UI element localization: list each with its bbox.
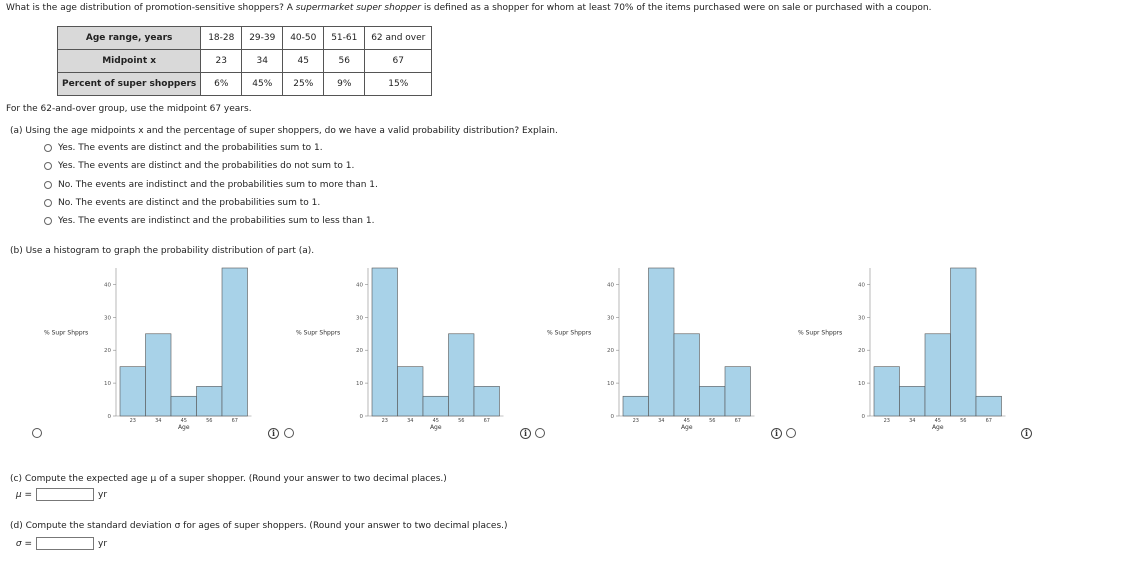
x-tick-label: 45 <box>934 418 941 424</box>
histogram-svg <box>282 262 522 442</box>
x-tick-label: 45 <box>432 418 439 424</box>
mu-input[interactable] <box>36 488 94 501</box>
histogram-option-3 <box>533 262 773 442</box>
histogram-svg <box>784 262 1024 442</box>
y-tick-label: 0 <box>610 414 614 420</box>
histogram-bar <box>649 268 675 416</box>
y-tick-label: 20 <box>858 348 865 355</box>
histogram-option-2 <box>282 262 522 442</box>
option-label: Yes. The events are indistinct and the probabilities sum to less than 1. <box>58 216 375 226</box>
histogram-radio-4[interactable] <box>786 428 796 438</box>
y-tick-label: 20 <box>356 348 363 355</box>
x-tick-label: 23 <box>129 418 136 424</box>
x-tick-label: 23 <box>381 418 388 424</box>
y-tick-label: 40 <box>858 282 865 289</box>
y-tick-label: 0 <box>359 414 363 420</box>
histogram-svg <box>30 262 270 442</box>
histogram-option-1 <box>30 262 270 442</box>
option-a3[interactable] <box>44 180 378 190</box>
histogram-bar <box>900 386 926 416</box>
y-axis-label: % Supr Shpprs <box>547 329 592 337</box>
histogram-bar <box>146 334 172 416</box>
info-icon[interactable]: i <box>268 428 279 439</box>
row-label-age-range: Age range, years <box>58 27 201 50</box>
y-tick-label: 10 <box>356 381 363 388</box>
y-tick-label: 40 <box>356 282 363 289</box>
x-tick-label: 34 <box>155 418 162 424</box>
x-tick-label: 23 <box>632 418 639 424</box>
age-range-cell: 40-50 <box>283 27 324 50</box>
part-c-prompt: (c) Compute the expected age μ of a super shopper. (Round your answer to two decimal places.) <box>10 474 447 484</box>
y-tick-label: 20 <box>104 348 111 355</box>
y-tick-label: 10 <box>104 381 111 388</box>
x-tick-label: 45 <box>180 418 187 424</box>
option-label: Yes. The events are distinct and the probabilities sum to 1. <box>58 143 323 153</box>
x-tick-label: 67 <box>985 418 992 424</box>
radio-button[interactable] <box>44 144 52 152</box>
age-range-cell: 29-39 <box>242 27 283 50</box>
mu-answer-row <box>10 488 107 501</box>
histogram-bar <box>197 386 223 416</box>
histogram-bar <box>171 396 197 416</box>
histogram-bar <box>725 367 751 416</box>
x-tick-label: 56 <box>709 418 716 424</box>
y-tick-label: 30 <box>607 315 614 322</box>
question-text: What is the age distribution of promotion-sensitive shoppers? A supermarket super shopper is defined as a shopper for whom at least 70% of the items purchased were on sale or purchased with a coupon. <box>6 3 932 13</box>
radio-button[interactable] <box>44 162 52 170</box>
x-tick-label: 67 <box>734 418 741 424</box>
option-a4[interactable] <box>44 198 320 208</box>
midpoint-cell: 23 <box>201 50 242 73</box>
histogram-svg <box>533 262 773 442</box>
mu-symbol: μ = <box>15 489 32 500</box>
y-tick-label: 20 <box>607 348 614 355</box>
x-tick-label: 67 <box>483 418 490 424</box>
info-icon[interactable]: i <box>520 428 531 439</box>
midpoint-cell: 67 <box>365 50 432 73</box>
x-tick-label: 23 <box>883 418 890 424</box>
percent-cell: 25% <box>283 73 324 96</box>
radio-button[interactable] <box>44 217 52 225</box>
info-icon[interactable]: i <box>1021 428 1032 439</box>
y-axis-label: % Supr Shpprs <box>44 329 89 337</box>
percent-cell: 6% <box>201 73 242 96</box>
option-label: No. The events are indistinct and the probabilities sum to more than 1. <box>58 180 378 190</box>
histogram-radio-1[interactable] <box>32 428 42 438</box>
option-a2[interactable] <box>44 161 354 171</box>
age-range-cell: 18-28 <box>201 27 242 50</box>
histogram-bar <box>674 334 700 416</box>
row-label-midpoint: Midpoint x <box>58 50 201 73</box>
x-axis-label: Age <box>177 424 190 431</box>
unit-label: yr <box>98 489 108 500</box>
age-range-cell: 51-61 <box>324 27 365 50</box>
sigma-symbol: σ = <box>15 538 32 549</box>
histogram-bar <box>398 367 424 416</box>
histogram-bar <box>700 386 726 416</box>
histogram-option-4 <box>784 262 1024 442</box>
info-icon[interactable]: i <box>771 428 782 439</box>
option-label: Yes. The events are distinct and the probabilities do not sum to 1. <box>58 161 355 171</box>
histogram-bar <box>951 268 977 416</box>
part-a-prompt: (a) Using the age midpoints x and the percentage of super shoppers, do we have a valid probability distribution? Explain. <box>10 126 558 136</box>
percent-cell: 45% <box>242 73 283 96</box>
histogram-bar <box>423 396 449 416</box>
x-tick-label: 34 <box>407 418 414 424</box>
x-tick-label: 56 <box>458 418 465 424</box>
x-tick-label: 34 <box>909 418 916 424</box>
option-label: No. The events are distinct and the probabilities sum to 1. <box>58 198 321 208</box>
y-tick-label: 40 <box>607 282 614 289</box>
y-axis-label: % Supr Shpprs <box>798 329 843 337</box>
histogram-bar <box>623 396 649 416</box>
y-tick-label: 10 <box>607 381 614 388</box>
x-axis-label: Age <box>931 424 944 431</box>
x-axis-label: Age <box>680 424 693 431</box>
y-tick-label: 30 <box>104 315 111 322</box>
y-tick-label: 0 <box>861 414 865 420</box>
option-a1[interactable] <box>44 143 323 153</box>
midpoint-cell: 45 <box>283 50 324 73</box>
part-d-prompt: (d) Compute the standard deviation σ for ages of super shoppers. (Round your answer to two decimal places.) <box>10 521 508 531</box>
sigma-input[interactable] <box>36 537 94 550</box>
y-tick-label: 40 <box>104 282 111 289</box>
x-tick-label: 56 <box>960 418 967 424</box>
x-tick-label: 56 <box>206 418 213 424</box>
percent-cell: 15% <box>365 73 432 96</box>
y-axis-label: % Supr Shpprs <box>296 329 341 337</box>
percent-cell: 9% <box>324 73 365 96</box>
radio-button[interactable] <box>44 181 52 189</box>
distribution-table <box>57 26 432 96</box>
y-tick-label: 30 <box>356 315 363 322</box>
row-label-percent: Percent of super shoppers <box>58 73 201 96</box>
table-row <box>58 50 432 73</box>
x-tick-label: 45 <box>683 418 690 424</box>
midpoint-note: For the 62-and-over group, use the midpoint 67 years. <box>6 104 252 114</box>
option-a5[interactable] <box>44 216 374 226</box>
x-axis-label: Age <box>429 424 442 431</box>
histogram-bar <box>874 367 900 416</box>
age-range-cell: 62 and over <box>365 27 432 50</box>
x-tick-label: 34 <box>658 418 665 424</box>
unit-label: yr <box>98 538 108 549</box>
radio-button[interactable] <box>44 199 52 207</box>
y-tick-label: 0 <box>107 414 111 420</box>
part-b-prompt: (b) Use a histogram to graph the probability distribution of part (a). <box>10 246 315 256</box>
histogram-bar <box>925 334 951 416</box>
histogram-bar <box>474 386 500 416</box>
table-row <box>58 27 432 50</box>
histogram-radio-2[interactable] <box>284 428 294 438</box>
y-tick-label: 10 <box>858 381 865 388</box>
sigma-answer-row <box>10 537 107 550</box>
x-tick-label: 67 <box>231 418 238 424</box>
histogram-bar <box>120 367 146 416</box>
midpoint-cell: 34 <box>242 50 283 73</box>
histogram-radio-3[interactable] <box>535 428 545 438</box>
y-tick-label: 30 <box>858 315 865 322</box>
histogram-bar <box>372 268 398 416</box>
midpoint-cell: 56 <box>324 50 365 73</box>
histogram-bar <box>222 268 248 416</box>
table-row <box>58 73 432 96</box>
histogram-bar <box>976 396 1002 416</box>
histogram-bar <box>449 334 475 416</box>
